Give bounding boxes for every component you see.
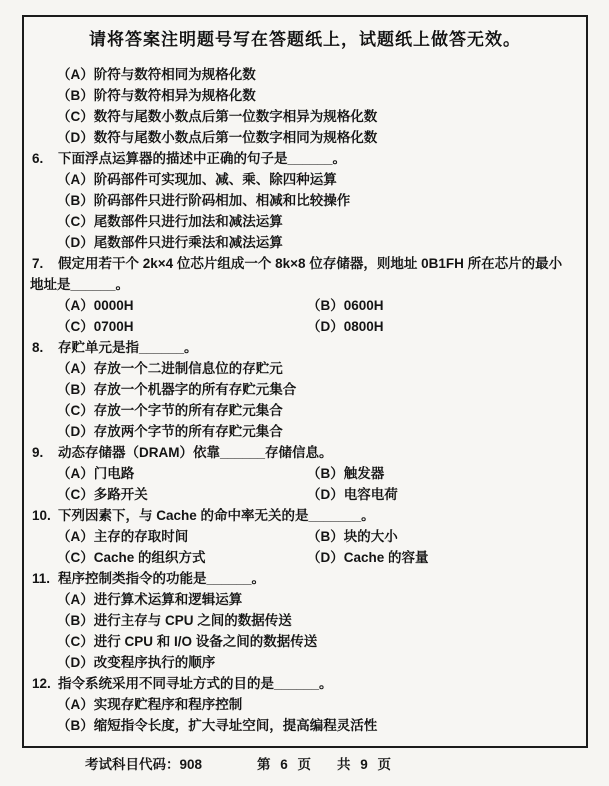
option-item: （B）缩短指令长度，扩大寻址空间，提高编程灵活性 (57, 718, 378, 733)
option-item: （A）进行算术运算和逻辑运算 (57, 592, 243, 607)
question-text: 假定用若干个 2k×4 位芯片组成一个 8k×8 位存储器，则地址 0B1FH 所在芯片的最小 (58, 256, 563, 271)
question-number: 8. (32, 340, 44, 355)
content (26, 64, 582, 736)
option-pair-row (26, 526, 582, 547)
option-item: （D）尾数部件只进行乘法和减法运算 (57, 235, 283, 250)
option-item: （C）进行 CPU 和 I/O 设备之间的数据传送 (57, 634, 318, 649)
question-row (26, 568, 582, 589)
option-item: （B）阶码部件只进行阶码相加、相减和比较操作 (57, 193, 351, 208)
question-text: 程序控制类指令的功能是______。 (58, 571, 266, 586)
option-pair-row (26, 316, 582, 337)
question-text: 下列因素下，与 Cache 的命中率无关的是_______。 (58, 508, 375, 523)
question-text: 存贮单元是指______。 (58, 340, 198, 355)
option-item: （C）0700H (57, 319, 134, 334)
page-total: 共 9 页 (337, 757, 395, 772)
option-item: （B）0600H (307, 298, 384, 313)
question-number: 12. (32, 676, 51, 691)
option-item: （B）进行主存与 CPU 之间的数据传送 (57, 613, 292, 628)
question-text: 指令系统采用不同寻址方式的目的是______。 (58, 676, 333, 691)
page-number: 第 6 页 (257, 757, 315, 772)
option-item: （D）数符与尾数小数点后第一位数字相同为规格化数 (57, 130, 378, 145)
option-pair-row (26, 463, 582, 484)
option-item: （C）存放一个字节的所有存贮元集合 (57, 403, 283, 418)
question-number: 9. (32, 445, 44, 460)
page-footer (0, 753, 609, 775)
question-row (26, 442, 582, 463)
question-number: 6. (32, 151, 44, 166)
question-text: 动态存储器（DRAM）依靠______存储信息。 (58, 445, 333, 460)
question-row (26, 505, 582, 526)
option-item: （A）存放一个二进制信息位的存贮元 (57, 361, 283, 376)
option-item: （D）0800H (307, 319, 384, 334)
option-item: （A）阶符与数符相同为规格化数 (57, 67, 256, 82)
question-number: 11. (32, 571, 51, 586)
question-row (26, 253, 582, 274)
option-pair-row (26, 547, 582, 568)
subject-code: 考试科目代码：908 (85, 757, 203, 772)
option-item: （A）实现存贮程序和程序控制 (57, 697, 243, 712)
option-item: （B）存放一个机器字的所有存贮元集合 (57, 382, 297, 397)
option-item: （B）阶符与数符相异为规格化数 (57, 88, 256, 103)
option-item: （A）门电路 (57, 466, 135, 481)
question-number: 10. (32, 508, 51, 523)
option-item: （C）Cache 的组织方式 (57, 550, 206, 565)
answer-sheet-notice: 请将答案注明题号写在答题纸上，试题纸上做答无效。 (89, 30, 521, 49)
option-item: （B）块的大小 (307, 529, 398, 544)
option-pair-row (26, 295, 582, 316)
option-item: （D）改变程序执行的顺序 (57, 655, 216, 670)
question-text-continued: 地址是______。 (30, 277, 130, 292)
option-item: （A）阶码部件可实现加、减、乘、除四种运算 (57, 172, 337, 187)
option-item: （A）主存的存取时间 (57, 529, 189, 544)
option-item: （C）多路开关 (57, 487, 148, 502)
question-number: 7. (32, 256, 44, 271)
option-item: （C）数符与尾数小数点后第一位数字相异为规格化数 (57, 109, 378, 124)
option-item: （D）Cache 的容量 (307, 550, 429, 565)
question-row (26, 673, 582, 694)
exam-page-border (22, 15, 588, 748)
option-item: （B）触发器 (307, 466, 385, 481)
option-item: （D）存放两个字节的所有存贮元集合 (57, 424, 283, 439)
option-item: （D）电容电荷 (307, 487, 398, 502)
option-item: （C）尾数部件只进行加法和减法运算 (57, 214, 283, 229)
option-item: （A）0000H (57, 298, 134, 313)
option-pair-row (26, 484, 582, 505)
question-row (26, 337, 582, 358)
question-row (26, 148, 582, 169)
question-text: 下面浮点运算器的描述中正确的句子是______。 (58, 151, 347, 166)
